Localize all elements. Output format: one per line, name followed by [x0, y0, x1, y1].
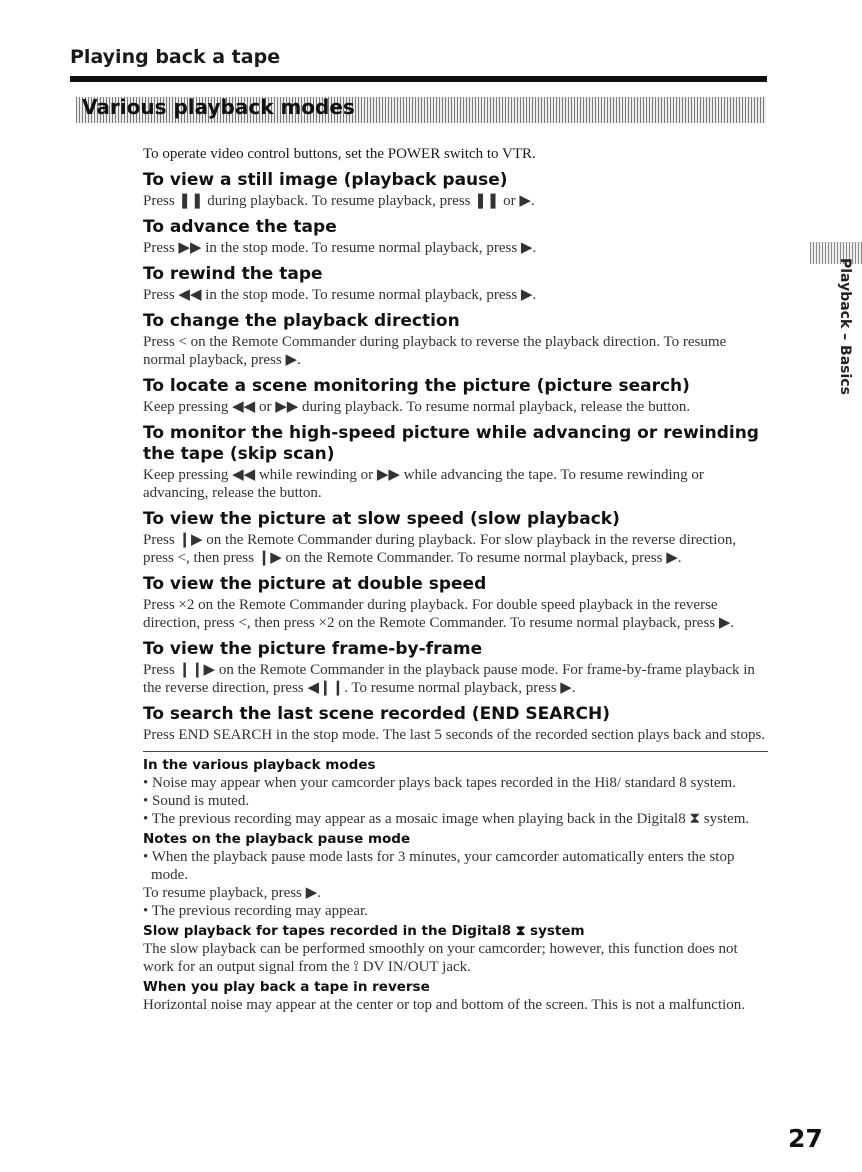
section-still-image [143, 170, 768, 210]
section-title: To change the playback direction [143, 311, 460, 331]
section-body: Keep pressing ◀◀ or ▶▶ during playback. To resume normal playback, release the button. [143, 399, 691, 415]
notes-divider [143, 751, 768, 752]
note-various-modes [143, 757, 768, 828]
section-frame-by-frame [143, 639, 768, 697]
header-rule [70, 76, 767, 82]
note-pause-mode [143, 831, 768, 920]
section-title: To view the picture at double speed [143, 574, 487, 594]
section-title: To view the picture at slow speed (slow playback) [143, 509, 620, 529]
intro-text: To operate video control buttons, set the POWER switch to VTR. [143, 146, 536, 162]
section-banner [76, 97, 766, 123]
section-body: Press ◀◀ in the stop mode. To resume normal playback, press ▶. [143, 287, 537, 303]
section-picture-search [143, 376, 768, 416]
section-body: Press ❙❙▶ on the Remote Commander in the playback pause mode. For frame-by-frame playback in the reverse direction, press ◀❙❙. To resume normal playback, press ▶. [143, 662, 755, 696]
section-title: To monitor the high-speed picture while advancing or rewinding the tape (skip scan) [143, 423, 759, 464]
page-number: 27 [788, 1124, 823, 1153]
section-title: To view a still image (playback pause) [143, 170, 508, 190]
section-slow-playback [143, 509, 768, 567]
page-header-title: Playing back a tape [70, 46, 281, 68]
section-advance [143, 217, 768, 257]
note-title: Notes on the playback pause mode [143, 831, 411, 847]
side-tab-marker [810, 242, 862, 264]
section-body: Press ▶▶ in the stop mode. To resume normal playback, press ▶. [143, 240, 537, 256]
note-item: • When the playback pause mode lasts for 3 minutes, your camcorder automatically enters the stop mode. [143, 849, 735, 883]
note-item: • Sound is muted. [143, 793, 250, 809]
note-slow-playback [143, 923, 768, 976]
note-title: In the various playback modes [143, 757, 376, 773]
note-body: The slow playback can be performed smoothly on your camcorder; however, this function does not work for an output signal from the ⟟ DV IN/OUT jack. [143, 941, 738, 975]
section-body: Press ×2 on the Remote Commander during playback. For double speed playback in the reverse direction, press <, then press ×2 on the Remote Commander. To resume normal playback, press ▶. [143, 597, 735, 631]
section-title: To rewind the tape [143, 264, 323, 284]
section-title: To view the picture frame-by-frame [143, 639, 483, 659]
section-body: Press < on the Remote Commander during playback to reverse the playback direction. To resume normal playback, press ▶. [143, 334, 727, 368]
note-title: When you play back a tape in reverse [143, 979, 430, 995]
note-item: • Noise may appear when your camcorder plays back tapes recorded in the Hi8/ standard 8 system. [143, 775, 736, 791]
section-body: Keep pressing ◀◀ while rewinding or ▶▶ while advancing the tape. To resume rewinding or advancing, release the button. [143, 467, 704, 501]
note-body: Horizontal noise may appear at the center or top and bottom of the screen. This is not a malfunction. [143, 997, 746, 1013]
section-title: To locate a scene monitoring the picture (picture search) [143, 376, 690, 396]
banner-title: Various playback modes [82, 95, 355, 119]
section-title: To advance the tape [143, 217, 337, 237]
main-content [143, 145, 768, 1017]
section-skip-scan [143, 423, 768, 502]
section-end-search [143, 704, 768, 744]
note-item: • The previous recording may appear. [143, 903, 368, 919]
note-list [143, 774, 768, 828]
section-body: Press ❚❚ during playback. To resume playback, press ❚❚ or ▶. [143, 193, 535, 209]
section-body: Press END SEARCH in the stop mode. The last 5 seconds of the recorded section plays back and stops. [143, 727, 766, 743]
note-list [143, 848, 768, 920]
section-rewind [143, 264, 768, 304]
section-double-speed [143, 574, 768, 632]
note-item: To resume playback, press ▶. [143, 885, 321, 901]
note-item: • The previous recording may appear as a mosaic image when playing back in the Digital8 ⧗ system. [143, 811, 750, 827]
section-title: To search the last scene recorded (END SEARCH) [143, 704, 611, 724]
section-direction [143, 311, 768, 369]
section-body: Press ❙▶ on the Remote Commander during playback. For slow playback in the reverse direction, press <, then press ❙▶ on the Remote Commander. To resume normal playback, press ▶. [143, 532, 737, 566]
note-title: Slow playback for tapes recorded in the Digital8 ⧗ system [143, 923, 585, 939]
side-tab-label: Playback – Basics [837, 258, 853, 395]
note-reverse [143, 979, 768, 1014]
